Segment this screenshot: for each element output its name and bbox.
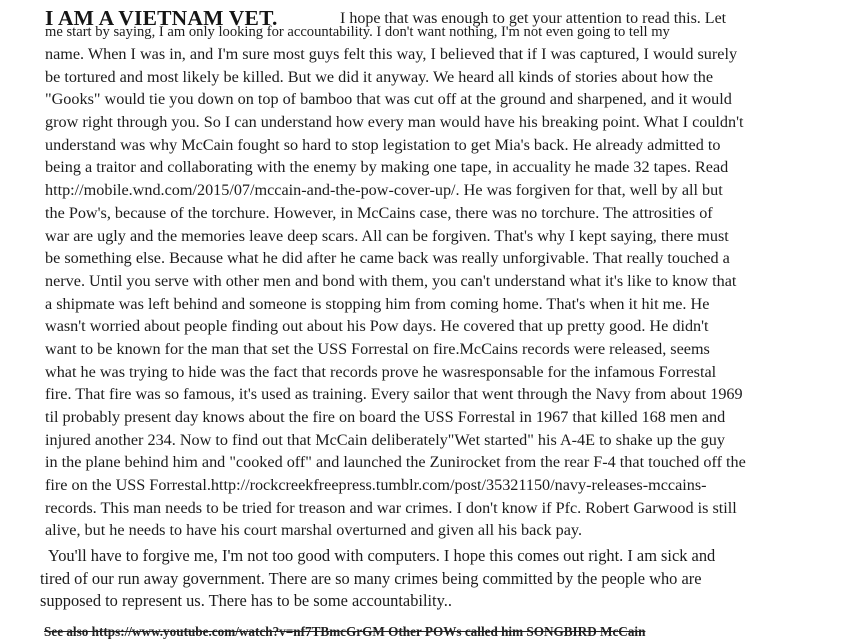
body-line: http://mobile.wnd.com/2015/07/mccain-and-the-pow-cover-up/. He was forgiven for that, well by all but	[45, 181, 723, 200]
body-line: til probably present day knows about the fire on board the USS Forrestal in 1967 that killed 168 men and	[45, 408, 726, 426]
body-line: wasn't worried about people finding out about his Pow days. He covered that up pretty good. He didn't	[45, 317, 709, 336]
body-line: want to be known for the man that set the USS Forrestal on fire.McCains records were released, seems	[45, 339, 710, 358]
closing-line: supposed to represent us. There has to be some accountability..	[40, 591, 452, 610]
body-line: records. This man needs to be tried for treason and war crimes. I don't know if Pfc. Robert Garwood is still	[45, 498, 737, 517]
body-line: "Gooks" would tie you down on top of bamboo that was cut off at the ground and sharpened, and it would	[45, 90, 732, 109]
closing-line: tired of our run away government. There are so many crimes being committed by the people who are	[40, 568, 702, 588]
body-line: being a traitor and collaborating with the enemy by making one tape, in accuality he made 32 tapes. Read	[45, 158, 729, 177]
body-line: name. When I was in, and I'm sure most guys felt this way, I believed that if I was captured, I would surely	[45, 45, 738, 63]
body-line: understand was why McCain fought so hard to stop legistation to get Mia's back. He already admitted to	[45, 135, 721, 154]
body-line: fire on the USS Forrestal.http://rockcreekfreepress.tumblr.com/post/35321150/navy-releases-mccains-	[45, 476, 707, 495]
body-line: nerve. Until you serve with other men and bond with them, you can't understand what it's like to know that	[45, 271, 737, 290]
body-line: be tortured and most likely be killed. But we did it anyway. We heard all kinds of stories about how the	[45, 67, 714, 86]
closing-paragraph	[40, 545, 830, 613]
body-line: what he was trying to hide was the fact that records prove he wasresponsable for the infamous Forrestal	[45, 362, 717, 381]
letter-body	[45, 24, 835, 542]
body-line: fire. That fire was so famous, it's used as training. Every sailor that went through the Navy from about 1969	[45, 385, 743, 404]
body-line: alive, but he needs to have his court marshal overturned and given all his back pay.	[45, 521, 583, 540]
body-line: a shipmate was left behind and someone is stopping him from coming home. That's when it hit me. He	[45, 294, 710, 313]
body-line: war are ugly and the memories leave deep scars. All can be forgiven. That's why I kept saying, there must	[45, 226, 729, 245]
body-line: me start by saying, I am only looking for accountability. I don't want nothing, I'm not even going to tell my	[45, 24, 670, 40]
body-line: injured another 234. Now to find out that McCain deliberately"Wet started" his A-4E to shake up the guy	[45, 430, 725, 449]
heading-continuation-text: I hope that was enough to get your attention to read this. Let	[340, 10, 727, 27]
body-line: be something else. Because what he did after he came back was really unforgivable. That really touched a	[45, 249, 730, 268]
body-line: the Pow's, because of the torchure. However, in McCains case, there was no torchure. The attrosities of	[45, 203, 713, 222]
body-line: grow right through you. So I can understand how every man would have his breaking point. What I couldn't	[45, 113, 744, 132]
letter-heading: I AM A VIETNAM VET.	[45, 6, 278, 30]
footer-see-also-link[interactable]: See also https://www.youtube.com/watch?v=nf7TBmcGrGM Other POWs called him SONGBIRD McCain	[44, 624, 646, 639]
closing-line: You'll have to forgive me, I'm not too good with computers. I hope this comes out right. I am sick and	[48, 546, 716, 565]
body-line: in the plane behind him and "cooked off" and launched the Zunirocket from the rear F-4 that touched off the	[45, 453, 746, 472]
